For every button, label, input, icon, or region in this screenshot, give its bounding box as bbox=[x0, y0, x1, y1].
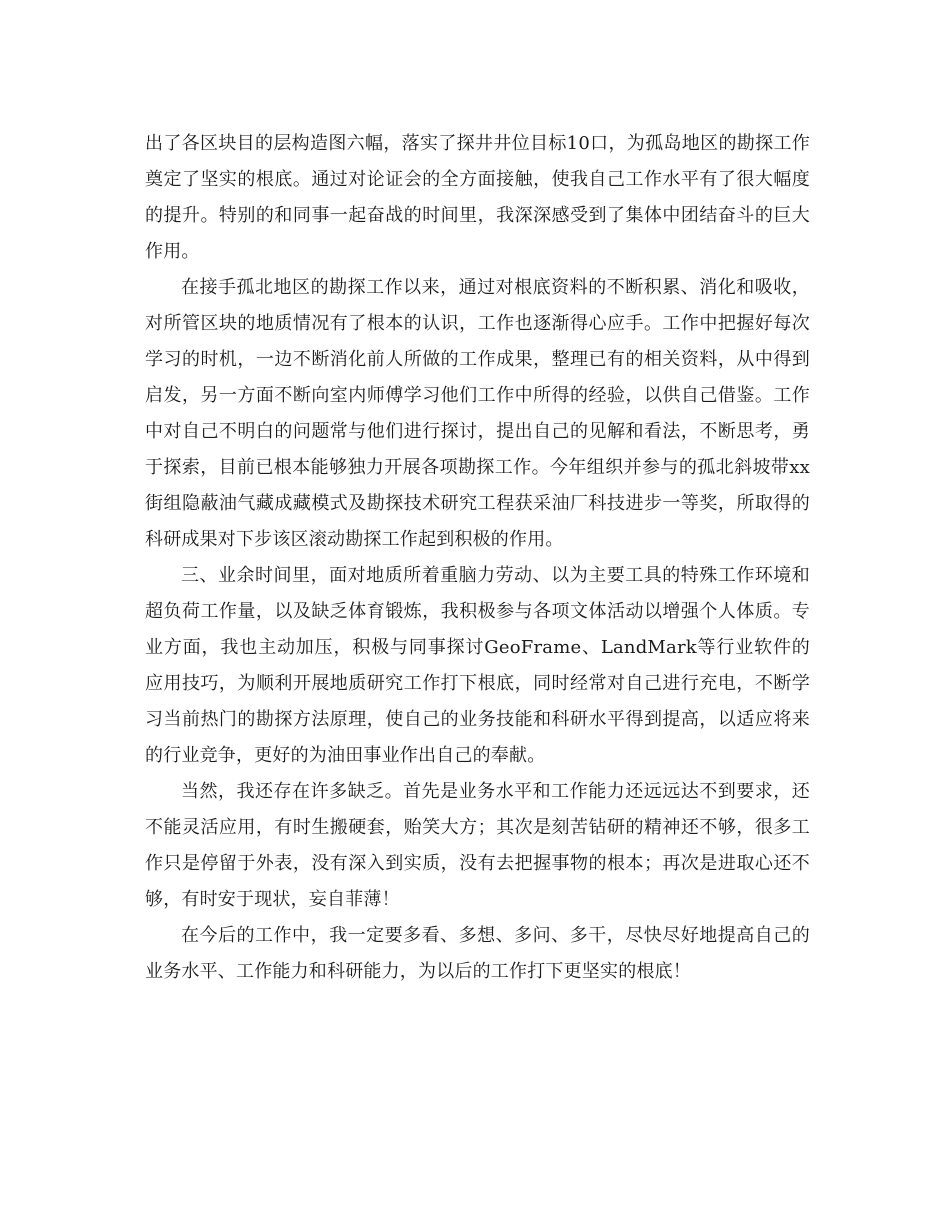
document-body bbox=[145, 126, 810, 990]
paragraph-exploration-work: 在接手孤北地区的勘探工作以来，通过对根底资料的不断积累、消化和吸收，对所管区块的地质情况有了根本的认识，工作也逐渐得心应手。工作中把握好每次学习的时机，一边不断消化前人所做的工作成果，整理已有的相关资料，从中得到启发，另一方面不断向室内师傅学习他们工作中所得的经验，以供自己借鉴。工作中对自己不明白的问题常与他们进行探讨，提出自己的见解和看法，不断思考，勇于探索，目前已根本能够独力开展各项勘探工作。今年组织并参与的孤北斜坡带xx街组隐蔽油气藏成藏模式及勘探技术研究工程获采油厂科技进步一等奖，所取得的科研成果对下步该区滚动勘探工作起到积极的作用。 bbox=[145, 277, 810, 550]
paragraph-spare-time: 三、业余时间里，面对地质所着重脑力劳动、以为主要工具的特殊工作环境和超负荷工作量，以及缺乏体育锻炼，我积极参与各项文体活动以增强个人体质。专业方面，我也主动加压，积极与同事探讨GeoFrame、LandMark等行业软件的应用技巧，为顺利开展地质研究工作打下根底，同时经常对自己进行充电，不断学习当前热门的勘探方法原理，使自己的业务技能和科研水平得到提高，以适应将来的行业竞争，更好的为油田事业作出自己的奉献。 bbox=[145, 565, 810, 766]
paragraph-shortcomings: 当然，我还存在许多缺乏。首先是业务水平和工作能力还远远达不到要求，还不能灵活应用，有时生搬硬套，贻笑大方；其次是刻苦钻研的精神还不够，很多工作只是停留于外表，没有深入到实质，没有去把握事物的根本；再次是进取心还不够，有时安于现状，妄自菲薄！ bbox=[145, 781, 810, 910]
paragraph-future-work: 在今后的工作中，我一定要多看、多想、多问、多干，尽快尽好地提高自己的业务水平、工作能力和科研能力，为以后的工作打下更坚实的根底！ bbox=[145, 925, 810, 982]
paragraph-continued: 出了各区块目的层构造图六幅，落实了探井井位目标10口，为孤岛地区的勘探工作奠定了坚实的根底。通过对论证会的全方面接触，使我自己工作水平有了很大幅度的提升。特别的和同事一起奋战的时间里，我深深感受到了集体中团结奋斗的巨大作用。 bbox=[145, 133, 810, 262]
